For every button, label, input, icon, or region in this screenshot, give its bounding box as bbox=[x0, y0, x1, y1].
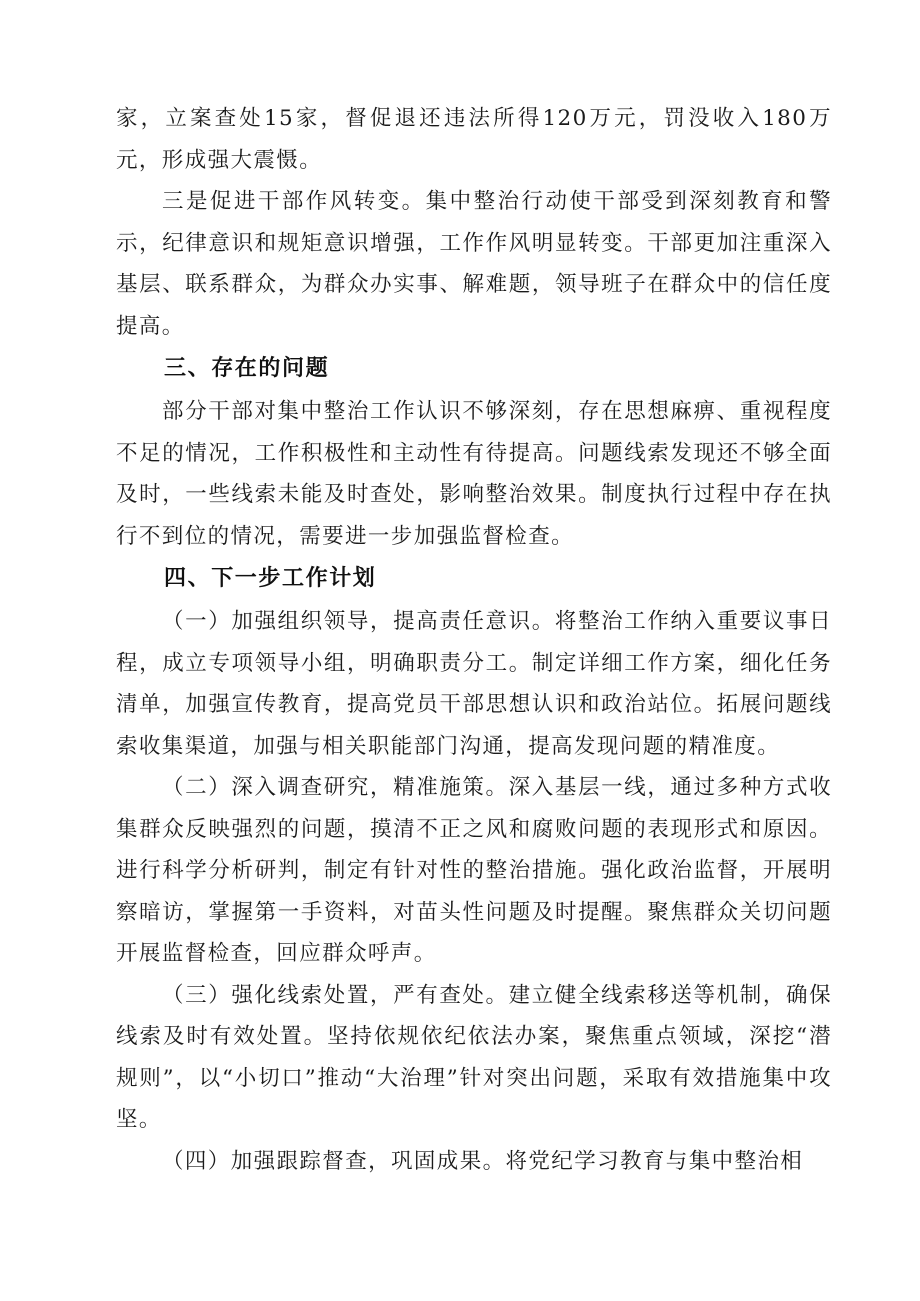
paragraph-results-continued: 家，立案查处15家，督促退还违法所得120万元，罚没收入180万元，形成强大震慑。 bbox=[116, 106, 832, 173]
document-body bbox=[116, 98, 832, 1182]
section-heading-next-steps: 四、下一步工作计划 bbox=[164, 566, 377, 591]
paragraph-plan-item-3: （三）强化线索处置，严有查处。建立健全线索移送等机制，确保线索及时有效处置。坚持依规依纪依法办案，聚焦重点领域，深挖“潜规则”，以“小切口”推动“大治理”针对突出问题，采取有效措施集中攻坚。 bbox=[116, 982, 832, 1132]
section-heading-problems: 三、存在的问题 bbox=[164, 356, 330, 381]
paragraph-plan-item-1: （一）加强组织领导，提高责任意识。将整治工作纳入重要议事日程，成立专项领导小组，明确职责分工。制定详细工作方案，细化任务清单，加强宣传教育，提高党员干部思想认识和政治站位。拓展问题线索收集渠道，加强与相关职能部门沟通，提高发现问题的精准度。 bbox=[116, 609, 832, 759]
paragraph-plan-item-4: （四）加强跟踪督查，巩固成果。将党纪学习教育与集中整治相 bbox=[162, 1148, 804, 1174]
paragraph-plan-item-2: （二）深入调查研究，精准施策。深入基层一线，通过多种方式收集群众反映强烈的问题，摸清不正之风和腐败问题的表现形式和原因。进行科学分析研判，制定有针对性的整治措施。强化政治监督，开展明察暗访，掌握第一手资料，对苗头性问题及时提醒。聚焦群众关切问题开展监督检查，回应群众呼声。 bbox=[116, 775, 832, 966]
paragraph-cadre-style: 三是促进干部作风转变。集中整治行动使干部受到深刻教育和警示，纪律意识和规矩意识增强，工作作风明显转变。干部更加注重深入基层、联系群众，为群众办实事、解难题，领导班子在群众中的信任度提高。 bbox=[116, 189, 832, 339]
paragraph-problems: 部分干部对集中整治工作认识不够深刻，存在思想麻痹、重视程度不足的情况，工作积极性和主动性有待提高。问题线索发现还不够全面及时，一些线索未能及时查处，影响整治效果。制度执行过程中存在执行不到位的情况，需要进一步加强监督检查。 bbox=[116, 399, 832, 549]
